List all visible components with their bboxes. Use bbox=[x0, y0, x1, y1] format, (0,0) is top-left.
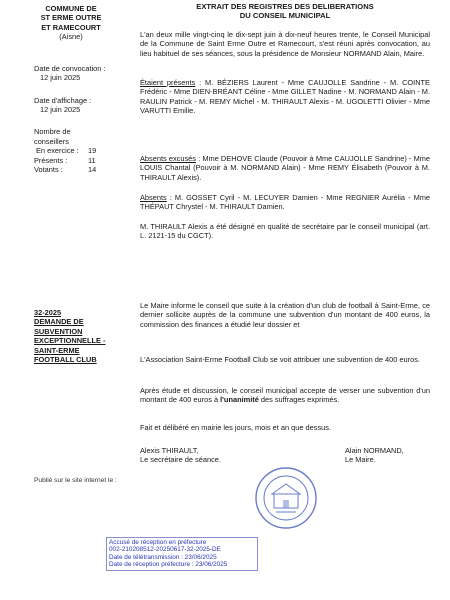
subject-number: 32-2025 bbox=[34, 308, 62, 317]
mayor-name: Alain NORMAND, bbox=[345, 446, 404, 455]
document-header bbox=[140, 2, 430, 21]
affichage-date bbox=[34, 96, 91, 115]
signature-mayor bbox=[345, 446, 404, 465]
convocation-date bbox=[34, 64, 106, 83]
body-p2-text: L'Association Saint-Erme Football Club se voit attribuer une subvention de 400 euros. bbox=[140, 355, 420, 364]
commune-line2: ST ERME OUTRE bbox=[40, 13, 102, 23]
body-p1-text: Le Maire informe le conseil que suite à la création d'un club de football à Saint-Erme, ce dernier sollicite auprès de la commune une subvention d'un montant de 400 euros, la commission des finances a étudié leur dossier et bbox=[140, 301, 430, 329]
signature-secretary bbox=[140, 446, 221, 465]
body-p3-before: Après étude et discussion, le conseil municipal accepte de verser une subvention d'un montant de 400 euros à bbox=[140, 386, 430, 405]
presents-paragraph bbox=[140, 78, 430, 116]
stat-label: Présents : bbox=[34, 155, 68, 165]
body-p3 bbox=[140, 386, 430, 405]
absents-paragraph bbox=[140, 193, 430, 212]
stat-value: 19 bbox=[88, 146, 97, 156]
accuse-line4: Date de réception préfecture : 23/06/2025 bbox=[109, 561, 228, 569]
body-p3-bold: l'unanimité bbox=[220, 395, 259, 405]
header-title-line1: EXTRAIT DES REGISTRES DES DELIBERATIONS bbox=[196, 2, 374, 11]
mayor-role: Le Maire. bbox=[345, 455, 376, 465]
subject-title: DEMANDE DE SUBVENTION EXCEPTIONNELLE - SAINT-ERME FOOTBALL CLUB bbox=[34, 317, 106, 365]
secretary-name: Alexis THIRAULT, bbox=[140, 446, 199, 455]
convocation-value: 12 juin 2025 bbox=[40, 73, 81, 83]
header-title-line2: DU CONSEIL MUNICIPAL bbox=[239, 11, 331, 21]
body-p1 bbox=[140, 301, 430, 329]
secretaire-text: M. THIRAULT Alexis a été désigné en qualité de secrétaire par le conseil municipal (art. L. 2121-15 du CGCT). bbox=[140, 222, 430, 241]
publie-note: Publié sur le site internet le : bbox=[34, 477, 117, 484]
excuses-paragraph bbox=[140, 154, 430, 182]
deliberation-subject bbox=[34, 308, 116, 364]
commune-block bbox=[36, 4, 106, 42]
conseillers-label-1: Nombre de bbox=[34, 127, 71, 136]
stat-row bbox=[34, 156, 114, 166]
stat-label: En exercice : bbox=[36, 146, 79, 156]
body-p3-after: des suffrages exprimés. bbox=[258, 395, 340, 405]
accuse-line1: Accusé de réception en préfecture bbox=[109, 539, 207, 546]
conseillers-stats bbox=[34, 127, 114, 175]
stat-row bbox=[34, 146, 114, 156]
closing-text: Fait et délibéré en mairie les jours, mois et an que dessus. bbox=[140, 423, 332, 432]
commune-region: (Aisne) bbox=[59, 32, 83, 42]
excuses-text: : Mme DEHOVE Claude (Pouvoir à Mme CAUJOLLE Sandrine) - Mme LOUIS Chantal (Pouvoir à M. NORMAND Alain) - Mme REMY Élisabeth (Pouvoir à M. THIRAULT Alexis). bbox=[140, 154, 430, 182]
secretaire-paragraph bbox=[140, 222, 430, 241]
stat-value: 14 bbox=[88, 165, 97, 175]
excuses-label: Absents excusés bbox=[140, 154, 196, 163]
intro-text: L'an deux mille vingt-cinq le dix-sept juin à dix-neuf heures trente, le Conseil Municipal de la Commune de Saint Erme Outre et Ramecourt, s'est réuni après convocation, au lieu habituel de ses séances, sous la présidence de Monsieur NORMAND Alain, Maire. bbox=[140, 30, 430, 58]
accuse-line3: Date de télétransmission : 23/06/2025 bbox=[109, 553, 217, 561]
affichage-value: 12 juin 2025 bbox=[40, 105, 81, 115]
body-p2 bbox=[140, 355, 430, 364]
secretary-role: Le secrétaire de séance. bbox=[140, 455, 221, 465]
commune-line3: ET RAMECOURT bbox=[41, 22, 101, 32]
closing-paragraph bbox=[140, 423, 430, 432]
affichage-label: Date d'affichage : bbox=[34, 96, 92, 105]
stat-value: 11 bbox=[88, 155, 96, 165]
accuse-line2: 002-210208512-20250617-32-2025-DE bbox=[109, 546, 221, 554]
mairie-stamp-icon bbox=[254, 466, 318, 530]
conseillers-label-2: conseillers bbox=[34, 136, 69, 146]
intro-paragraph bbox=[140, 30, 430, 58]
accuse-reception-box bbox=[106, 537, 258, 571]
stat-row bbox=[34, 165, 114, 175]
stat-label: Votants : bbox=[34, 165, 63, 175]
commune-line1: COMMUNE DE bbox=[45, 4, 97, 13]
convocation-label: Date de convocation : bbox=[34, 64, 106, 73]
absents-label: Absents bbox=[140, 193, 167, 202]
presents-label: Étaient présents bbox=[140, 78, 196, 87]
absents-text: : M. GOSSET Cyril - M. LECUYER Damien - Mme REGNIER Aurélia - Mme THÉPAUT Chrystel - M. THIRAULT Damien. bbox=[140, 193, 430, 212]
presents-text: : M. BÉZIERS Laurent - Mme CAUJOLLE Sandrine - M. COINTE Frédéric - Mme DIEN-BRÉANT Céline - Mme GILLET Nadine - M. NORMAND Alain - M. RAULIN Patrick - M. REMY Michel - M. THIRAULT Alexis - M. UGOLETTI Olivier - Mme VARUTTI Emilie. bbox=[140, 78, 430, 116]
